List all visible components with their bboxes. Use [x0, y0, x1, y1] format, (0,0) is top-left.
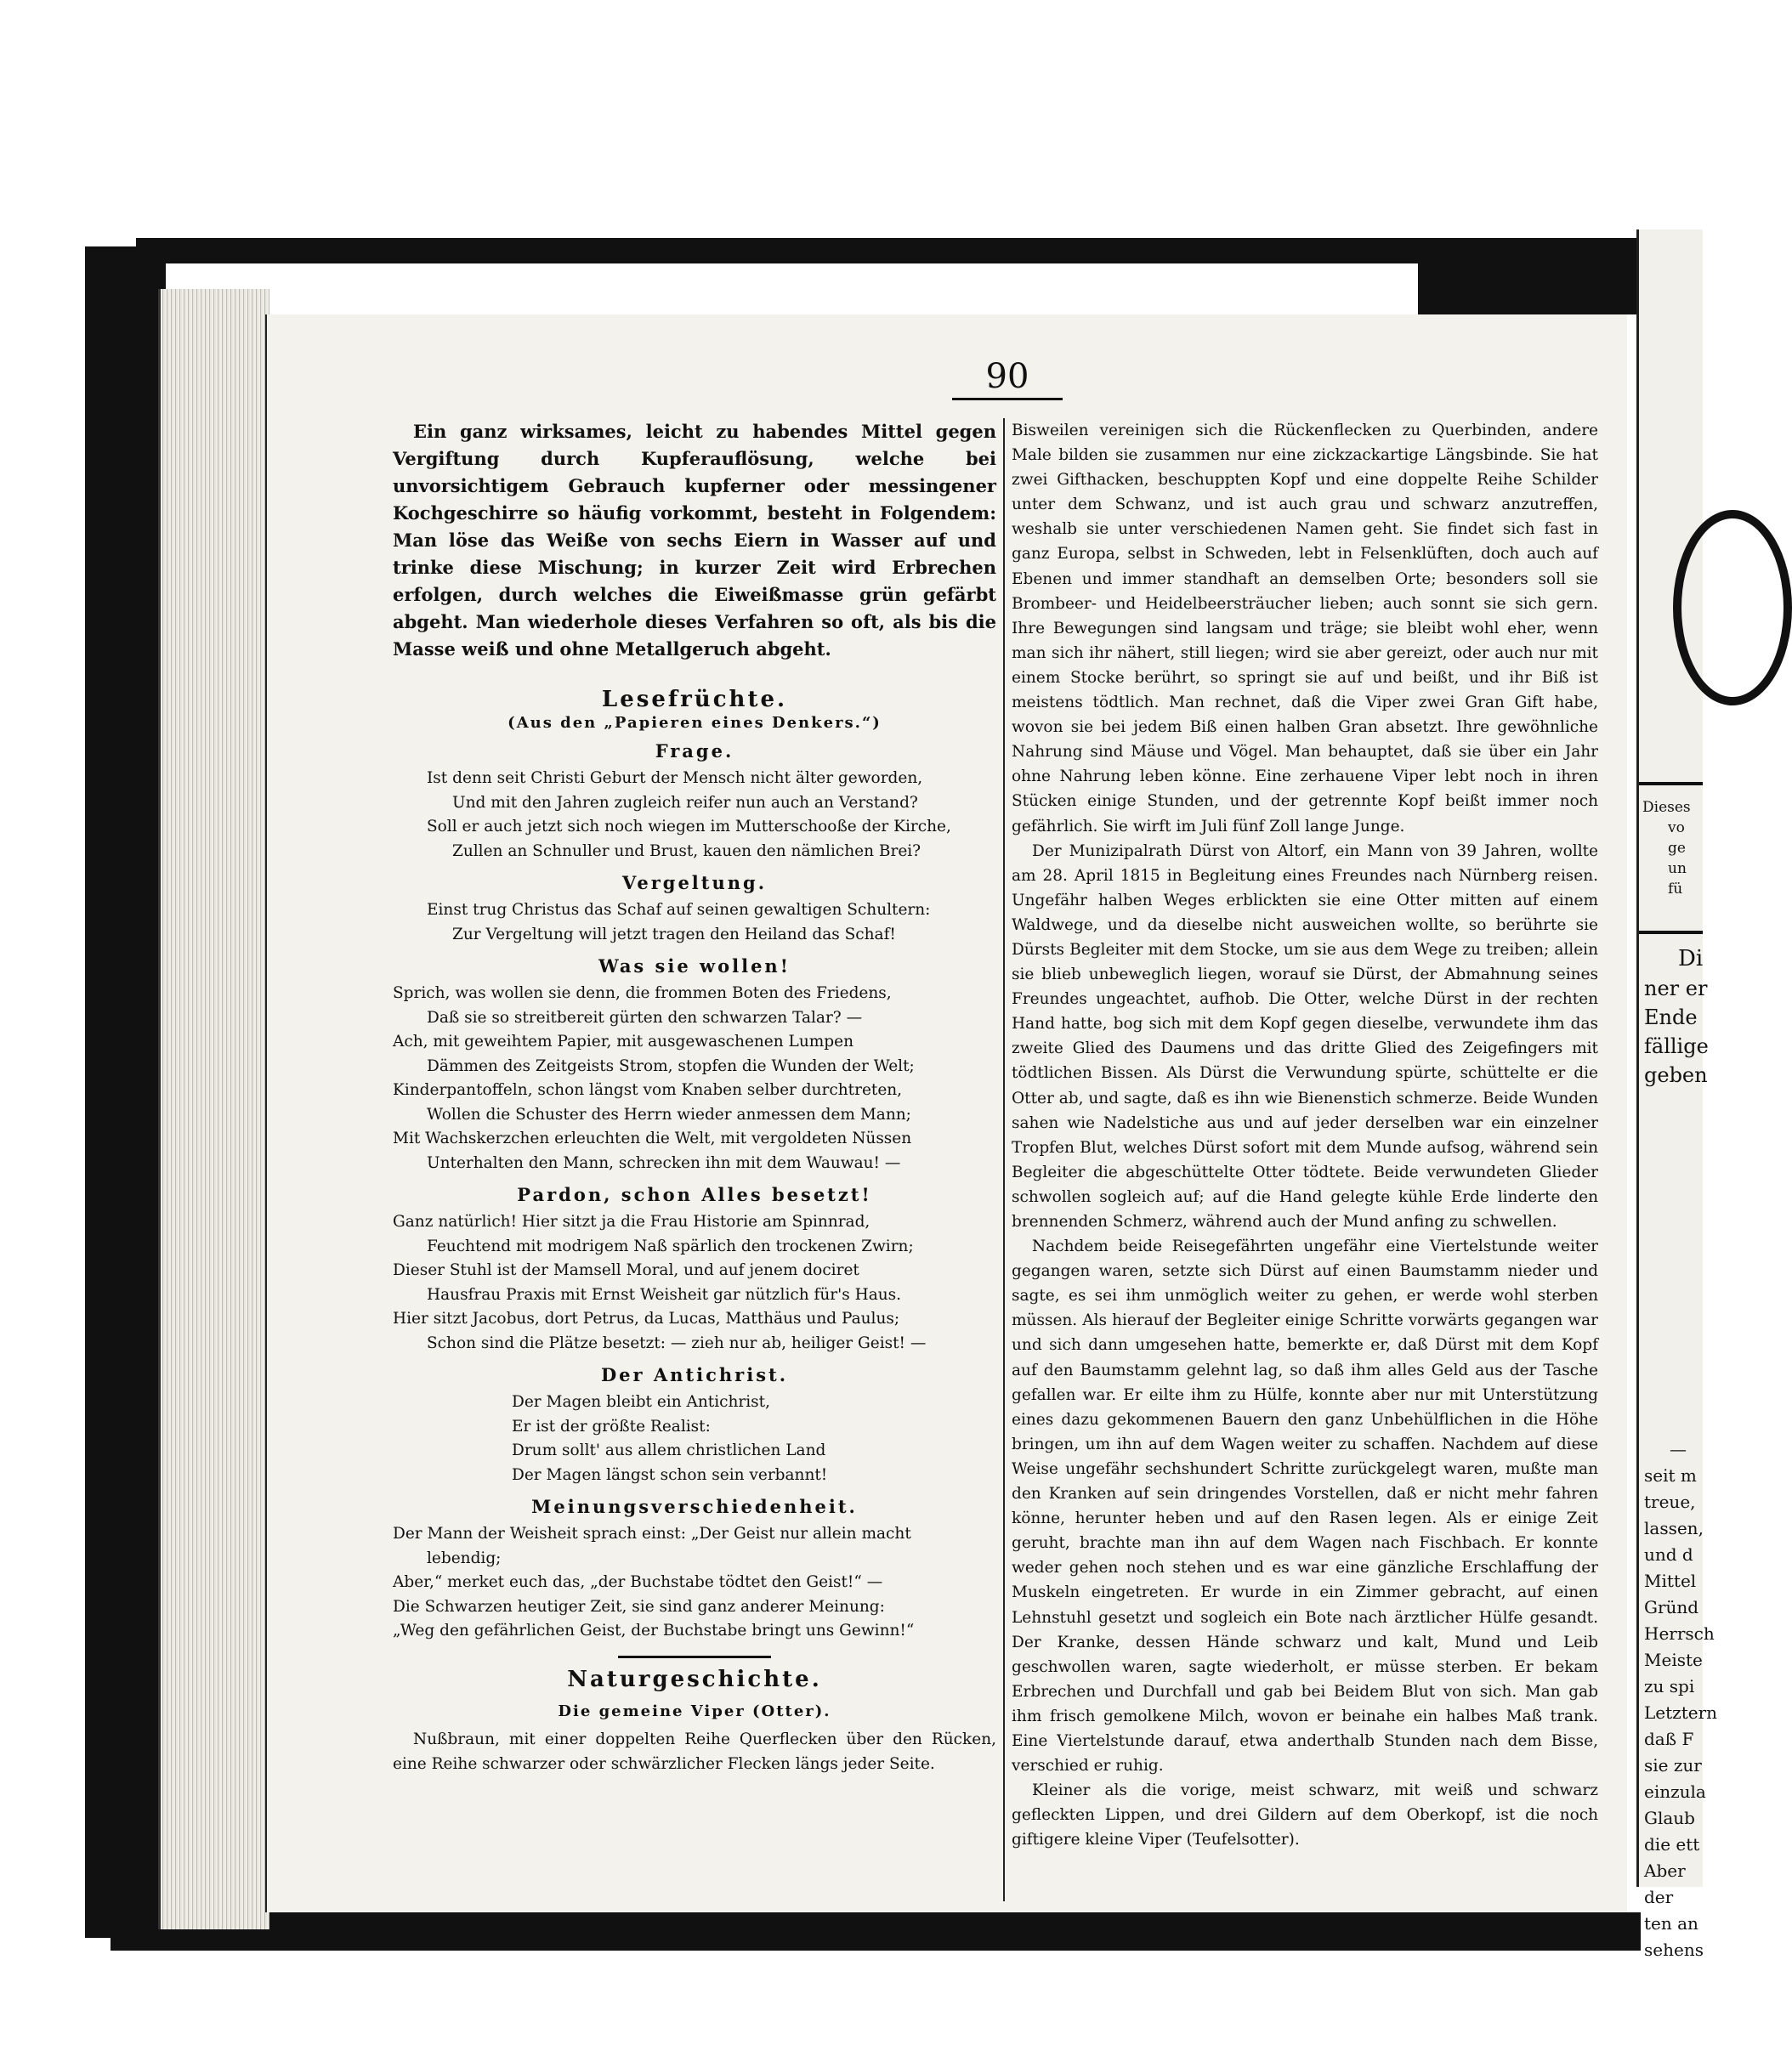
poem-line: Hausfrau Praxis mit Ernst Weisheit gar nützlich für's Haus. [427, 1285, 902, 1304]
poem-line: Drum sollt' aus allem christlichen Land [512, 1441, 826, 1459]
next-page-fragment [1636, 229, 1718, 1960]
fragment-line: ge [1668, 840, 1686, 857]
fragment-line: fü [1668, 881, 1683, 898]
poem-line: Ist denn seit Christi Geburt der Mensch nicht älter geworden, [427, 769, 923, 787]
section-title: Lesefrüchte. [601, 687, 788, 712]
intro-paragraph: Ein ganz wirksames, leicht zu habendes Mittel gegen Vergiftung durch Kupferauflösung, welche bei unvorsichtigem Gebrauch kupferner oder messingener Kochgeschirre so häufig vorkommt, besteht in Folgendem: Man löse das Weiße von sechs Eiern in Wasser auf und trinke diese Mischung; in kurzer Zeit wird Erbrechen erfolgen, durch welches die Eiweißmasse grün gefärbt abgeht. Man wiederhole dieses Verfahren so oft, als bis die Masse weiß und ohne Metallgeruch abgeht. [393, 421, 996, 660]
poem-line: Er ist der größte Realist: [512, 1417, 711, 1436]
fragment-line: ten an [1644, 1913, 1698, 1934]
poem-line: Einst trug Christus das Schaf auf seinen gewaltigen Schultern: [427, 901, 931, 919]
poem-line: Mit Wachskerzchen erleuchten die Welt, mit vergoldeten Nüssen [393, 1130, 912, 1147]
poem-line: Hier sitzt Jacobus, dort Petrus, da Lucas, Matthäus und Paulus; [393, 1310, 900, 1328]
fragment-line: Ende [1644, 1005, 1698, 1029]
column-divider [1003, 418, 1005, 1901]
poem-line: Dämmen des Zeitgeists Strom, stopfen die Wunden der Welt; [427, 1056, 915, 1075]
poem-title-vergeltung: Vergeltung. [621, 872, 768, 893]
poem-line: Der Magen bleibt ein Antichrist, [512, 1393, 770, 1411]
next-page-block-c [1644, 1436, 1717, 1963]
fragment-line: Letztern [1644, 1702, 1718, 1723]
page-number: 90 [985, 357, 1029, 396]
small-viper-paragraph: Kleiner als die vorige, meist schwarz, mit weiß und schwarz gefleckten Lippen, und drei Gildern auf dem Oberkopf, ist die noch giftigere kleine Viper (Teufelsotter). [1012, 1781, 1598, 1849]
fragment-line: zu spi [1644, 1676, 1695, 1696]
next-page-block-b [1644, 943, 1709, 1090]
right-column [1012, 418, 1598, 1852]
section-divider-rule [618, 1656, 771, 1658]
viper-title: Die gemeine Viper (Otter). [558, 1702, 831, 1720]
poem-line: Wollen die Schuster des Herrn wieder anmessen dem Mann; [427, 1105, 911, 1124]
duerst-death-paragraph: Nachdem beide Reisegefährten ungefähr eine Viertelstunde weiter gegangen waren, setzte sich Dürst auf einen Baumstamm nieder und sagte, es sei ihm unmöglich weiter zu gehen, er werde wohl sterben müssen. Als hierauf der Begleiter einige Schritte vorwärts gegangen war und sich dann umgesehen hatte, bemerkte er, daß Dürst mit dem Kopf auf den Baumstamm gelehnt lag, so daß ihm alles Geld aus der Tasche gefallen war. Er eilte ihm zu Hülfe, konnte aber nur mit Unterstützung eines dazu gekommenen Bauern den ganz Unbehülflichen in die Höhe bringen, um ihn auf dem Wagen weiter zu schaffen. Nachdem auf diese Weise ungefähr sechshundert Schritte zurückgelegt waren, mußte man den Kranken auf sein dringendes Vorstellen, daß er nicht mehr fahren könne, herunter heben und auf den Rasen legen. Als er einige Zeit geruht, brachte man ihn auf dem Wagen nach Fischbach. Er konnte weder gehen noch stehen und es war eine gänzliche Erschlaffung der Muskeln eingetreten. Er wurde in ein Zimmer gebracht, auf einen Lehnstuhl gesetzt und sogleich ein Bote nach ärztlicher Hülfe gesandt. Der Kranke, dessen Hände schwarz und kalt, Mund und Leib geschwollen waren, sagte wiederholt, er müsse sterben. Er bekam Erbrechen und Durchfall und gab bei Beidem Blut von sich. Man gab ihm frisch gemolkene Milch, wovon er beinahe ein halbes Maß trank. Eine Viertelstunde darauf, etwa anderthalb Stunden nach dem Bisse, verschied er ruhig. [1012, 1238, 1598, 1776]
next-page-rule [1639, 931, 1703, 934]
fragment-line: Glaub [1644, 1808, 1695, 1828]
section-subtitle: (Aus den „Papieren eines Denkers.“) [508, 714, 882, 732]
poem-line: Ach, mit geweihtem Papier, mit ausgewaschenen Lumpen [393, 1033, 854, 1051]
poem-line: Unterhalten den Mann, schrecken ihn mit dem Wauwau! — [427, 1153, 901, 1172]
poem-line: Daß sie so streitbereit gürten den schwarzen Talar? — [427, 1008, 863, 1027]
page-number-rule [952, 398, 1063, 400]
fragment-line: daß F [1644, 1729, 1694, 1749]
viper-intro: Nußbraun, mit einer doppelten Reihe Querflecken über den Rücken, eine Reihe schwarzer oder schwärzlicher Flecken längs jeder Seite. [393, 1730, 996, 1773]
fragment-line: treue, [1644, 1492, 1696, 1512]
round-emblem [1673, 510, 1792, 705]
poem-line: Dieser Stuhl ist der Mamsell Moral, und auf jenem dociret [393, 1261, 859, 1279]
naturgeschichte-title: Naturgeschichte. [567, 1666, 822, 1692]
viper-description-paragraph: Bisweilen vereinigen sich die Rückenflecken zu Querbinden, andere Male bilden sie zusammen nur eine zickzackartige Längsbinde. Sie hat zwei Gifthacken, beschuppten Kopf und eine doppelte Reihe Schilder unter dem Schwanz, und ist auch grau und schwarz anzutreffen, weshalb sie unter verschiedenen Namen geht. Sie findet sich fast in ganz Europa, selbst in Schweden, lebt in Felsenklüften, doch auch auf Ebenen und immer standhaft an demselben Orte; besonders soll sie Brombeer- und Heidelbeersträucher lieben; auch sonnt sie sich gern. Ihre Bewegungen sind langsam und träge; sie bleibt wohl eher, wenn man sich ihr nähert, still liegen; wird sie aber gereizt, oder auch nur mit einem Stocke berührt, so springt sie auf und beißt, und ihr Biß ist meistens tödtlich. Man rechnet, daß die Viper zwei Gran Gift habe, wovon sie bei jedem Biß einen halben Gran absetzt. Ihre gewöhnliche Nahrung sind Mäuse und Vögel. Man behauptet, daß sie über ein Jahr ohne Nahrung leben könne. Eine zerhauene Viper lebt noch in ihren Stücken einige Stunden, und der getrennte Kopf beißt immer noch gefährlich. Sie wirft im Juli fünf Zoll lange Junge. [1012, 422, 1598, 835]
poem-line: Die Schwarzen heutiger Zeit, sie sind ganz anderer Meinung: [393, 1597, 885, 1616]
duerst-story-paragraph: Der Munizipalrath Dürst von Altorf, ein Mann von 39 Jahren, wollte am 28. April 1815 in Begleitung eines Freundes nach Nürnberg reisen. Ungefähr halben Weges erblickten sie eine Otter mitten auf einem Waldwege, und da dieselbe nicht ausweichen wollte, so berührte sie Dürsts Begleiter mit dem Stocke, um sie aus dem Wege zu treiben; allein sie blieb unbeweglich liegen, worauf sie Dürst, der Abmahnung seines Freundes ungeachtet, aufhob. Die Otter, welche Dürst in der rechten Hand hatte, bog sich mit dem Kopf gegen dieselbe, verwundete ihm das zweite Glied des Daumens und das dritte Glied des Zeigefingers mit tödtlichen Bissen. Als Dürst die Verwundung spürte, schüttelte er die Otter ab, und sagte, daß es ihn wie Bienenstich schmerze. Beide Wunden sahen wie Nadelstiche aus und auf jeder derselben war ein einzelner Tropfen Blut, welches Dürst sofort mit dem Munde aufsog, während sein Begleiter die abgeschüttelte Otter tödtete. Beide verwundeten Glieder schwollen sogleich auf; auf die Hand gelegte kühle Erde linderte den brennenden Schmerz, während auch der Mund anfing zu schwellen. [1012, 841, 1598, 1231]
fragment-line: Herrsch [1644, 1623, 1715, 1644]
fragment-line: der [1644, 1887, 1674, 1907]
fragment-line: Gründ [1644, 1597, 1699, 1617]
poem-line: Soll er auch jetzt sich noch wiegen im Mutterschooße der Kirche, [427, 818, 951, 835]
poem-line: Aber,“ merket euch das, „der Buchstabe tödtet den Geist!“ — [393, 1573, 883, 1591]
poem-line: Feuchtend mit modrigem Naß spärlich den trockenen Zwirn; [427, 1237, 914, 1255]
fragment-line: ner er [1644, 977, 1708, 1000]
fragment-line: Mittel [1644, 1571, 1697, 1591]
fragment-line: und d [1644, 1544, 1693, 1565]
fragment-line: geben [1644, 1063, 1708, 1087]
fragment-line: Di [1678, 946, 1704, 971]
page-stack-edge [158, 289, 269, 1929]
fragment-line: seit m [1644, 1465, 1697, 1486]
next-page-block-a [1642, 797, 1691, 899]
fragment-line: sie zur [1644, 1755, 1702, 1776]
fragment-line: sehens [1644, 1940, 1704, 1960]
left-column [393, 418, 996, 1776]
fragment-line: — [1670, 1439, 1687, 1459]
poem-line: Der Magen längst schon sein verbannt! [512, 1465, 828, 1484]
poem-line: Schon sind die Plätze besetzt: — zieh nur ab, heiliger Geist! — [427, 1334, 927, 1352]
poem-line: Der Mann der Weisheit sprach einst: „Der Geist nur allein macht [393, 1525, 911, 1543]
fragment-line: Meiste [1644, 1650, 1703, 1670]
poem-line: Zullen an Schnuller und Brust, kauen den nämlichen Brei? [452, 841, 922, 860]
poem-line: Ganz natürlich! Hier sitzt ja die Frau Historie am Spinnrad, [393, 1213, 870, 1231]
fragment-line: vo [1668, 819, 1685, 836]
poem-line: lebendig; [427, 1549, 502, 1567]
fragment-line: un [1668, 860, 1687, 877]
book-cover-top [136, 238, 1632, 263]
book-binding-dark [85, 246, 166, 1938]
fragment-line: die ett [1644, 1834, 1700, 1855]
poem-line: Kinderpantoffeln, schon längst vom Knaben selber durchtreten, [393, 1081, 903, 1099]
poem-title-pardon: Pardon, schon Alles besetzt! [517, 1184, 872, 1205]
poem-line: Sprich, was wollen sie denn, die frommen Boten des Friedens, [393, 984, 892, 1002]
fragment-line: Dieses [1642, 799, 1691, 816]
poem-title-meinung: Meinungsverschiedenheit. [531, 1496, 858, 1517]
gutter-shadow [1418, 238, 1637, 314]
book-bottom-edge [111, 1912, 1641, 1951]
fragment-line: einzula [1644, 1781, 1706, 1802]
fragment-line: Aber [1644, 1861, 1686, 1881]
poem-title-was-sie-wollen: Was sie wollen! [598, 955, 791, 977]
next-page-rule [1639, 782, 1703, 785]
fragment-line: lassen, [1644, 1518, 1704, 1538]
poem-line: Und mit den Jahren zugleich reifer nun auch an Verstand? [452, 793, 918, 812]
poem-title-antichrist: Der Antichrist. [600, 1364, 789, 1385]
fragment-line: fällige [1644, 1034, 1709, 1058]
poem-title-frage: Frage. [655, 740, 734, 762]
poem-line: Zur Vergeltung will jetzt tragen den Heiland das Schaf! [452, 925, 896, 943]
poem-line: „Weg den gefährlichen Geist, der Buchstabe bringt uns Gewinn!“ [393, 1622, 915, 1640]
